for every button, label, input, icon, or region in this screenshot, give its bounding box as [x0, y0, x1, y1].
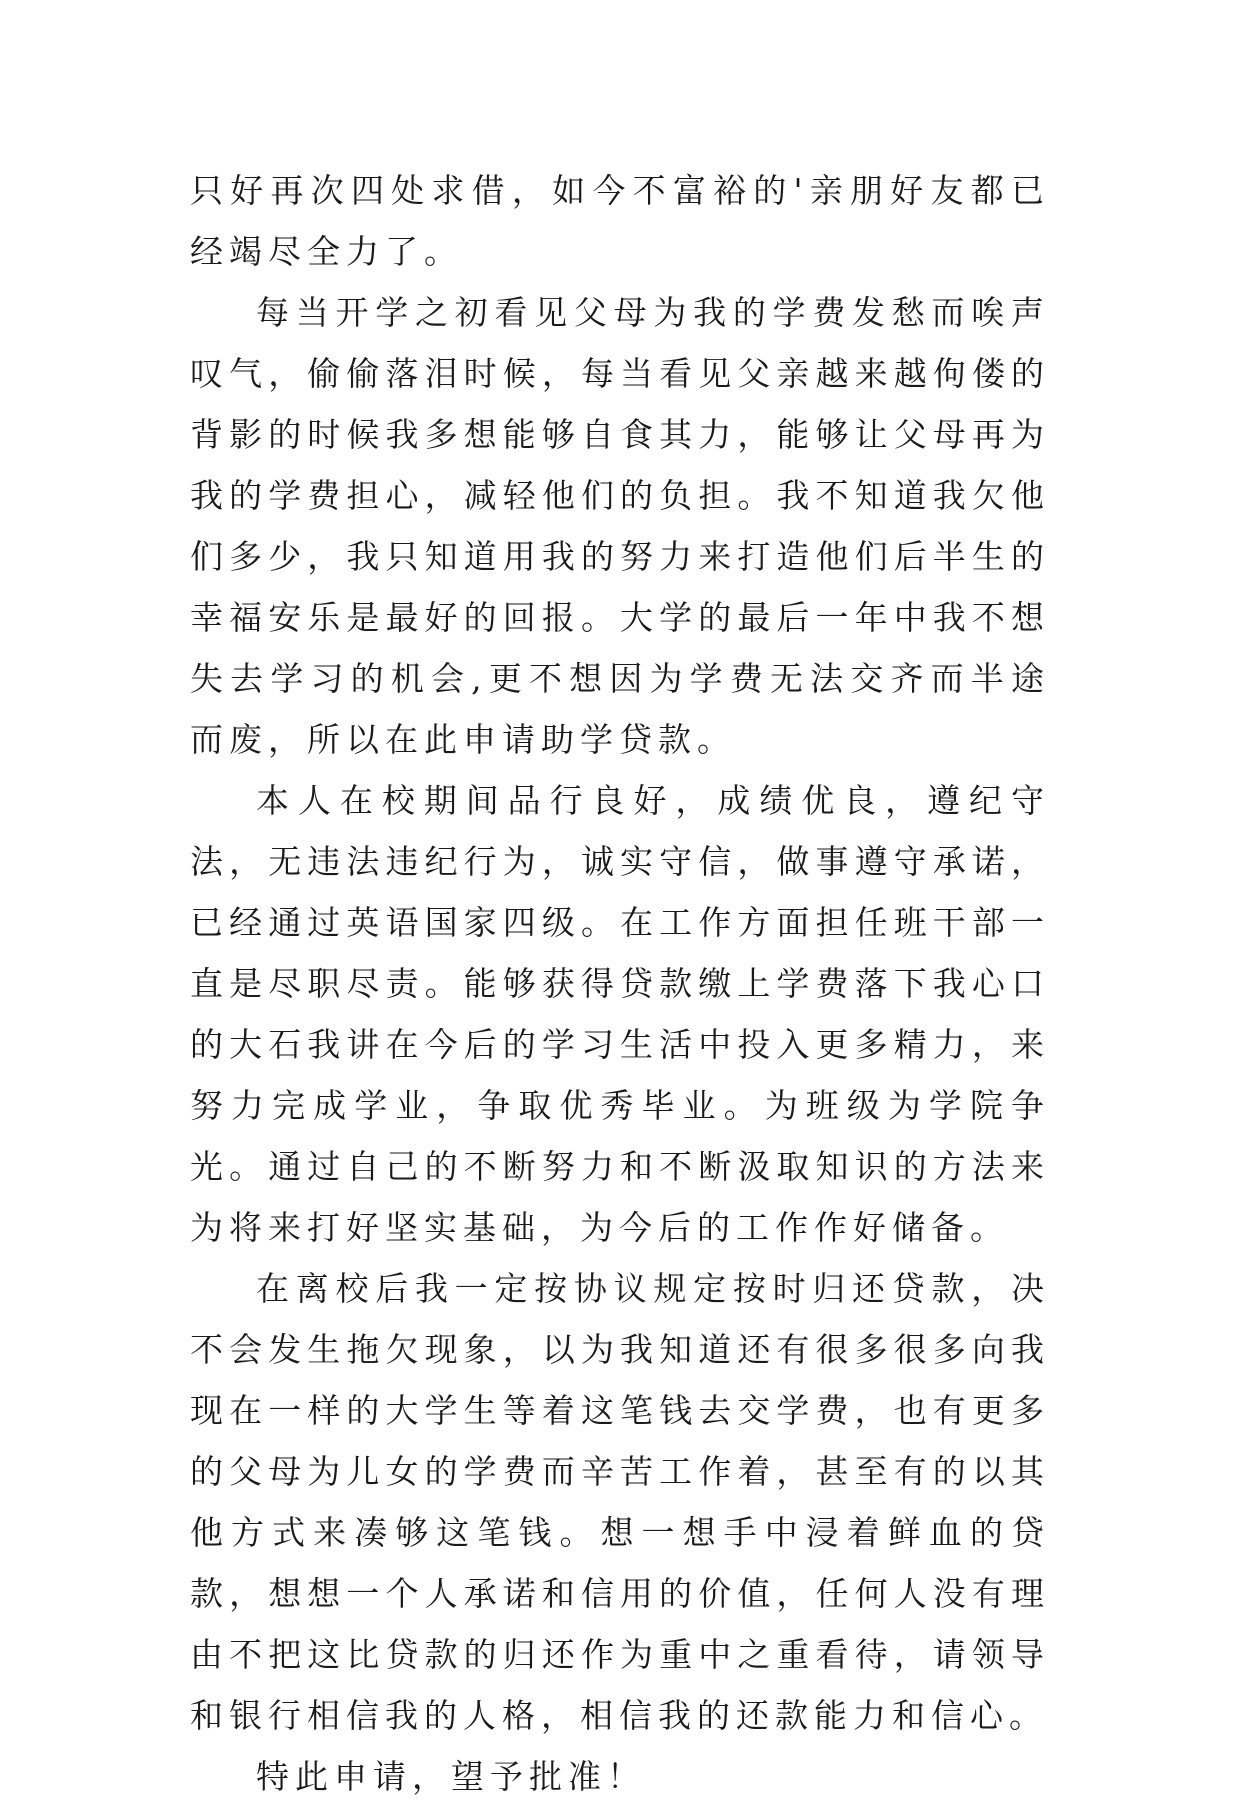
paragraph-self-introduction: 本人在校期间品行良好，成绩优良，遵纪守法，无违法违纪行为，诚实守信，做事遵守承诺，已经通过英语国家四级。在工作方面担任班干部一直是尽职尽责。能够获得贷款缴上学费落下我心口的大石我讲在今后的学习生活中投入更多精力，来努力完成学业，争取优秀毕业。为班级为学院争光。通过自己的不断努力和不断汲取知识的方法来为将来打好坚实基础，为今后的工作作好储备。 [190, 781, 1050, 1247]
paragraph-repayment-commitment: 在离校后我一定按协议规定按时归还贷款，决不会发生拖欠现象，以为我知道还有很多很多向我现在一样的大学生等着这笔钱去交学费，也有更多的父母为儿女的学费而辛苦工作着，甚至有的以其他方式来凑够这笔钱。想一想手中浸着鲜血的贷款，想想一个人承诺和信用的价值，任何人没有理由不把这比贷款的归还作为重中之重看待，请领导和银行相信我的人格，相信我的还款能力和信心。 [190, 1269, 1050, 1735]
paragraph-closing: 特此申请，望予批准！ [256, 1757, 646, 1796]
paragraph-continuation: 只好再次四处求借，如今不富裕的'亲朋好友都已经竭尽全力了。 [190, 171, 1050, 271]
document-body [190, 160, 1050, 1807]
paragraph-hardship: 每当开学之初看见父母为我的学费发愁而唉声叹气，偷偷落泪时候，每当看见父亲越来越佝偻的背影的时候我多想能够自食其力，能够让父母再为我的学费担心，减轻他们的负担。我不知道我欠他们多少，我只知道用我的努力来打造他们后半生的幸福安乐是最好的回报。大学的最后一年中我不想失去学习的机会,更不想因为学费无法交齐而半途而废，所以在此申请助学贷款。 [190, 293, 1050, 759]
